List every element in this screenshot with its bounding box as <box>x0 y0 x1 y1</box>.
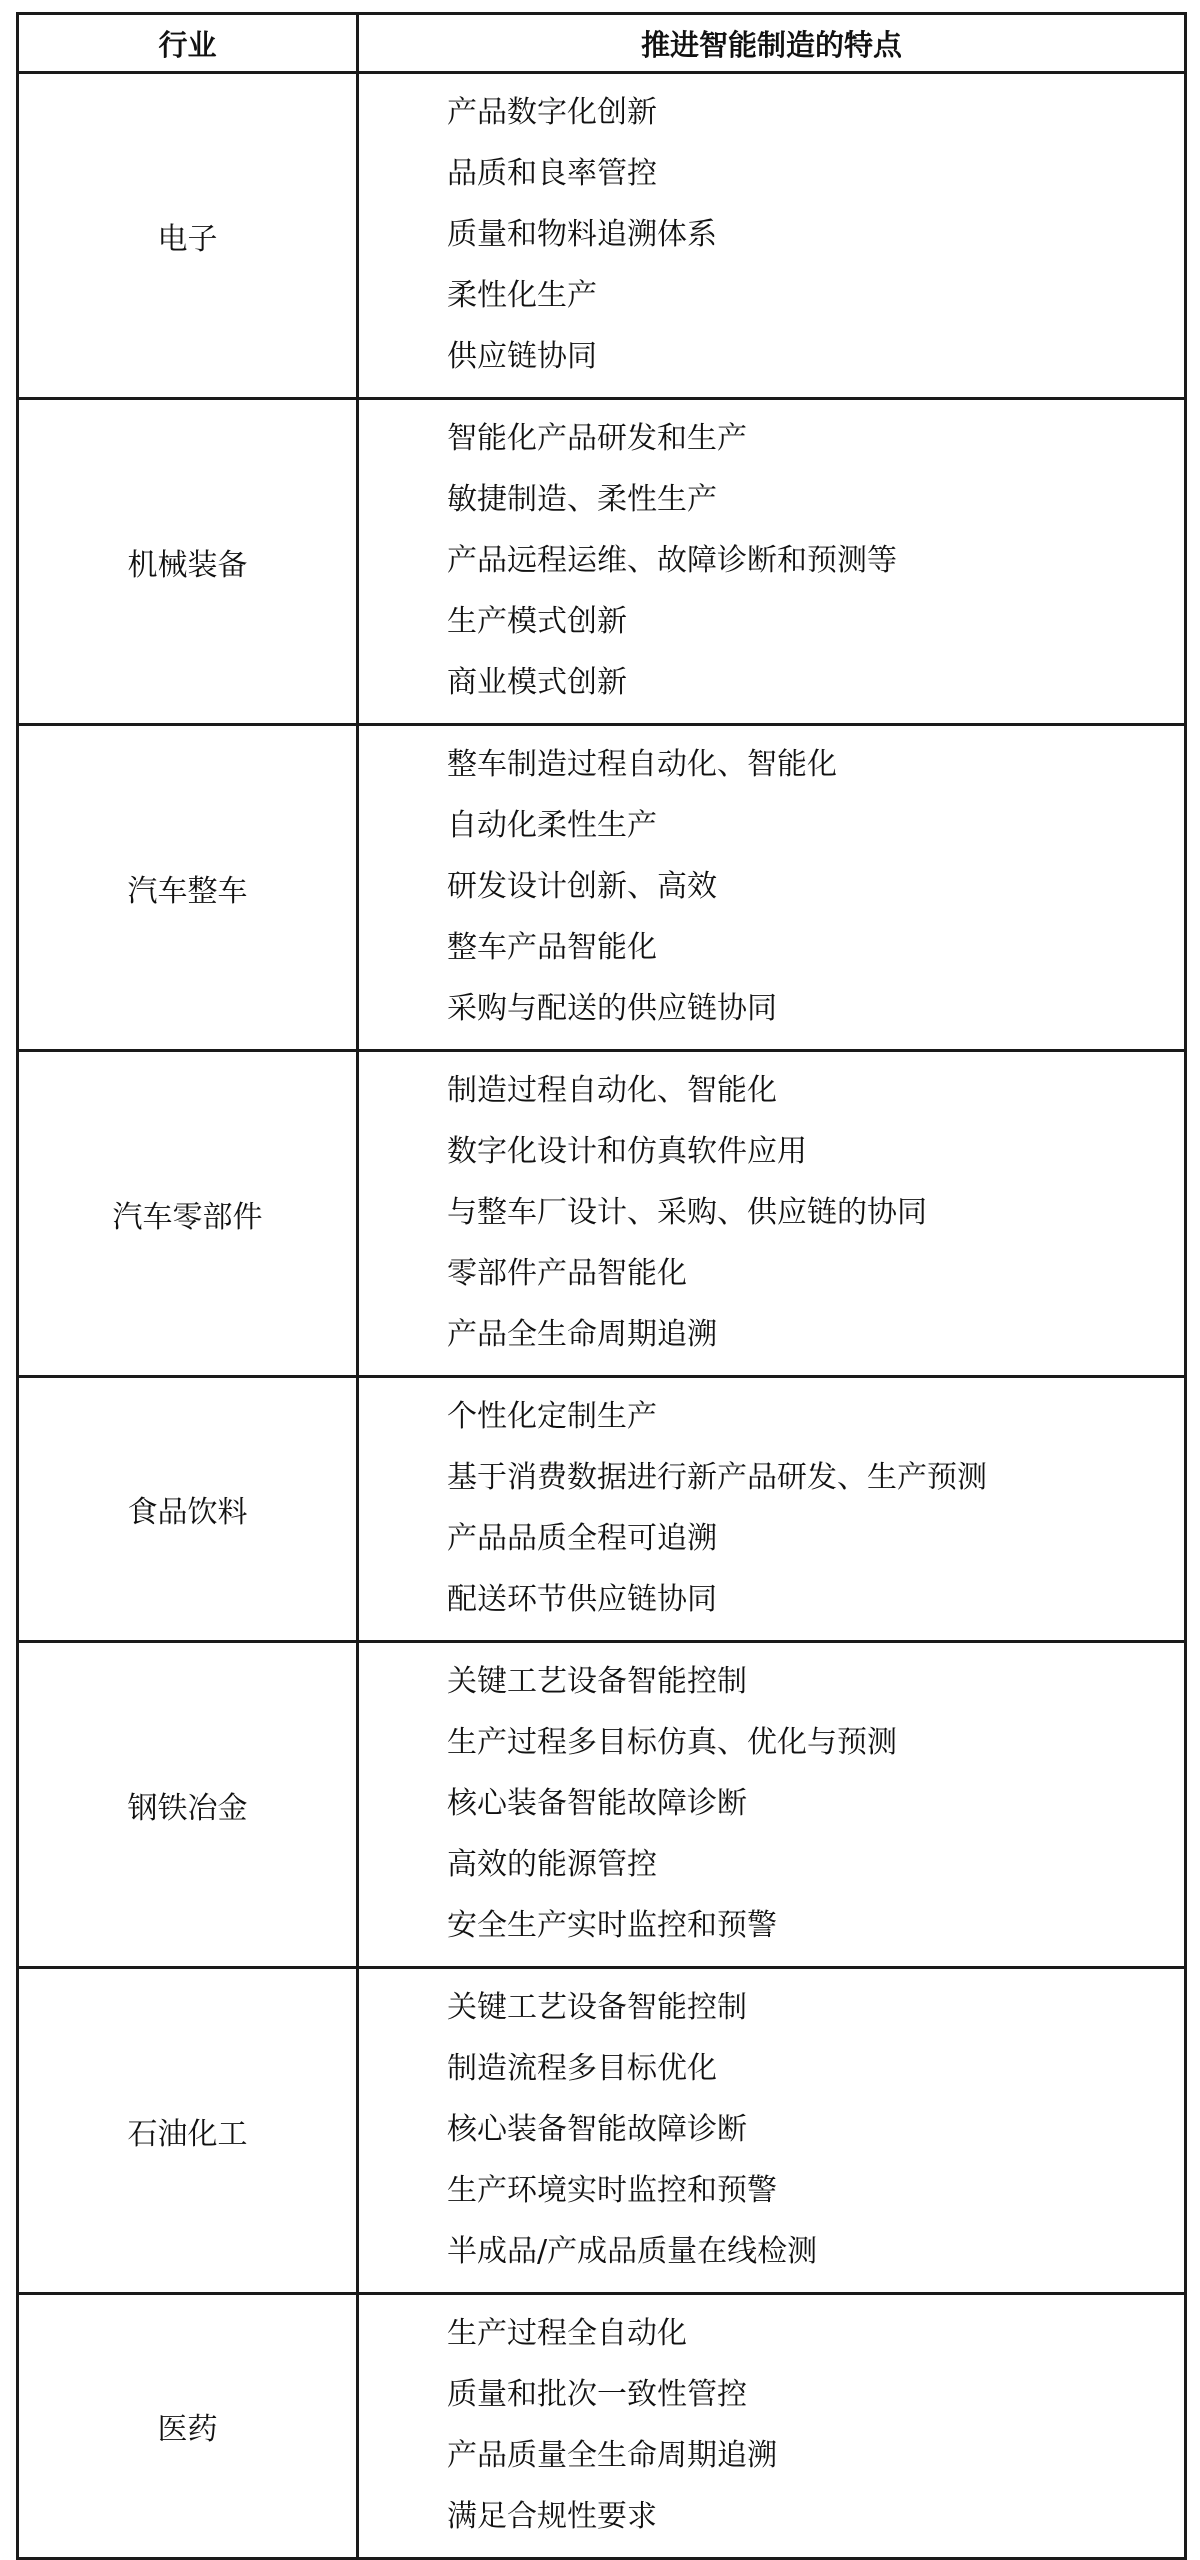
feature-item: 满足合规性要求 <box>447 2499 657 2534</box>
table-header-row <box>18 14 1186 73</box>
feature-item: 产品远程运维、故障诊断和预测等 <box>447 543 897 578</box>
table-row <box>18 725 1186 1051</box>
feature-item: 产品质量全生命周期追溯 <box>447 2438 777 2473</box>
industry-cell: 医药 <box>18 2294 358 2559</box>
features-cell <box>358 2294 1186 2559</box>
feature-item: 生产过程全自动化 <box>447 2316 687 2351</box>
feature-item: 供应链协同 <box>447 339 597 374</box>
feature-item: 产品品质全程可追溯 <box>447 1521 717 1556</box>
feature-item: 产品全生命周期追溯 <box>447 1317 717 1352</box>
feature-item: 产品数字化创新 <box>447 95 657 130</box>
feature-item: 核心装备智能故障诊断 <box>447 1786 747 1821</box>
feature-item: 整车产品智能化 <box>447 930 657 965</box>
industry-cell: 汽车整车 <box>18 725 358 1051</box>
feature-item: 质量和物料追溯体系 <box>447 217 717 252</box>
feature-item: 安全生产实时监控和预警 <box>447 1908 777 1943</box>
table-row <box>18 1642 1186 1968</box>
table-row <box>18 1377 1186 1642</box>
feature-item: 采购与配送的供应链协同 <box>447 991 777 1026</box>
header-features: 推进智能制造的特点 <box>358 14 1186 73</box>
industry-cell: 机械装备 <box>18 399 358 725</box>
industry-feature-table <box>16 12 1187 2560</box>
table-row <box>18 399 1186 725</box>
feature-item: 生产模式创新 <box>447 604 627 639</box>
feature-item: 关键工艺设备智能控制 <box>447 1990 747 2025</box>
industry-cell: 食品饮料 <box>18 1377 358 1642</box>
feature-item: 生产环境实时监控和预警 <box>447 2173 777 2208</box>
feature-item: 数字化设计和仿真软件应用 <box>447 1134 807 1169</box>
industry-cell: 汽车零部件 <box>18 1051 358 1377</box>
feature-item: 配送环节供应链协同 <box>447 1582 717 1617</box>
feature-item: 高效的能源管控 <box>447 1847 657 1882</box>
feature-item: 研发设计创新、高效 <box>447 869 717 904</box>
features-cell <box>358 725 1186 1051</box>
table-row <box>18 1968 1186 2294</box>
industry-cell: 钢铁冶金 <box>18 1642 358 1968</box>
feature-item: 生产过程多目标仿真、优化与预测 <box>447 1725 897 1760</box>
features-cell <box>358 1377 1186 1642</box>
feature-item: 智能化产品研发和生产 <box>447 421 747 456</box>
feature-item: 整车制造过程自动化、智能化 <box>447 747 837 782</box>
industry-cell: 电子 <box>18 73 358 399</box>
table-row <box>18 2294 1186 2559</box>
feature-item: 柔性化生产 <box>447 278 597 313</box>
table-row <box>18 73 1186 399</box>
industry-cell: 石油化工 <box>18 1968 358 2294</box>
feature-item: 质量和批次一致性管控 <box>447 2377 747 2412</box>
features-cell <box>358 399 1186 725</box>
features-cell <box>358 1642 1186 1968</box>
header-industry: 行业 <box>18 14 358 73</box>
feature-item: 零部件产品智能化 <box>447 1256 687 1291</box>
feature-item: 制造流程多目标优化 <box>447 2051 717 2086</box>
feature-item: 基于消费数据进行新产品研发、生产预测 <box>447 1460 987 1495</box>
feature-item: 制造过程自动化、智能化 <box>447 1073 777 1108</box>
feature-item: 核心装备智能故障诊断 <box>447 2112 747 2147</box>
table-row <box>18 1051 1186 1377</box>
features-cell <box>358 1051 1186 1377</box>
feature-item: 半成品/产成品质量在线检测 <box>447 2234 818 2269</box>
features-cell <box>358 73 1186 399</box>
feature-item: 自动化柔性生产 <box>447 808 657 843</box>
feature-item: 与整车厂设计、采购、供应链的协同 <box>447 1195 927 1230</box>
feature-item: 品质和良率管控 <box>447 156 657 191</box>
feature-item: 商业模式创新 <box>447 665 627 700</box>
feature-item: 个性化定制生产 <box>447 1399 657 1434</box>
feature-item: 关键工艺设备智能控制 <box>447 1664 747 1699</box>
features-cell <box>358 1968 1186 2294</box>
feature-item: 敏捷制造、柔性生产 <box>447 482 717 517</box>
